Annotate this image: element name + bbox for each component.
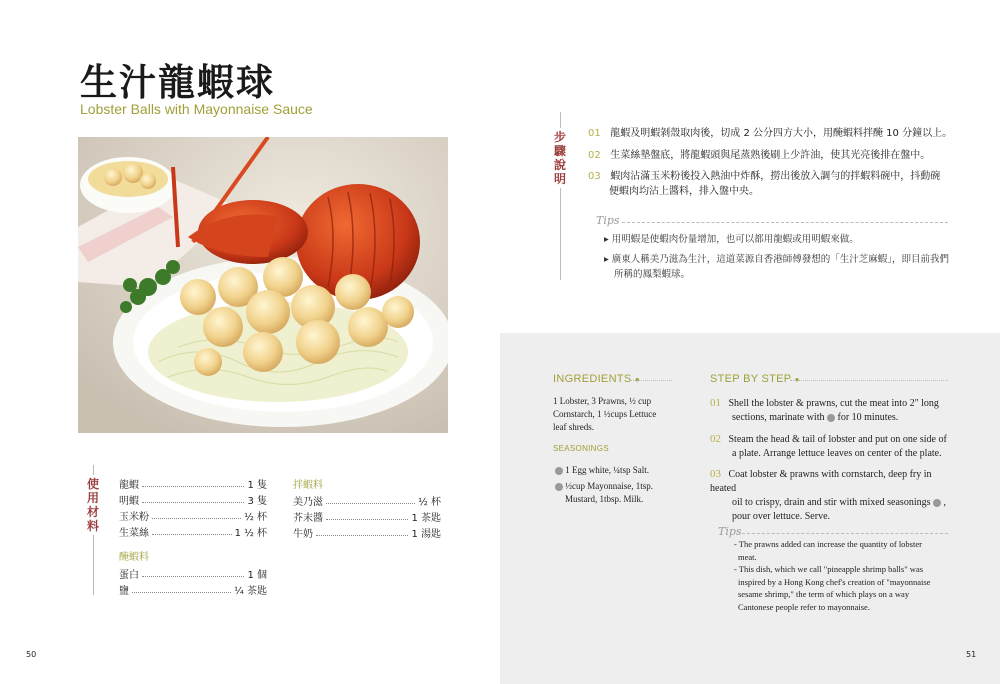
step-number: 01 [588,128,601,139]
ingredients-heading-line [630,380,672,381]
seasoning-2: ½cup Mayonnaise, 1tsp. [555,480,653,493]
tips-heading-zh: Tips [596,214,620,227]
page-subtitle: Lobster Balls with Mayonnaise Sauce [80,101,313,117]
ingredient-row: 蛋白 1 個 [119,569,267,581]
steps-heading-line [790,380,948,381]
page-number-right: 51 [966,650,977,659]
marinade-list-zh [119,565,267,597]
mix-heading-zh: 拌蝦料 [293,480,323,491]
seasoning-marker-icon [827,414,835,422]
seasoning-marker-icon [933,499,941,507]
tip-zh-2-cont: 所稱的鳳梨蝦球。 [614,269,691,280]
seasoning-2-cont: Mustard, 1tbsp. Milk. [565,494,644,504]
step-zh-3-cont: 便蝦肉均沾上醬料，排入盤中央。 [609,186,759,197]
seasoning-1-marker [555,467,563,475]
steps-heading-en: STEP BY STEP ● [710,373,800,385]
tips-en: - The prawns added can increase the quantity of lobster meat. - This dish, which we call "pineapple shrimp balls" was inspired by a Hong Kong chef's creation of "mayonnaise sesame shrimp," the term of which plays on a way Cantonese people refer to mayonnaise. [734,539,931,612]
ingredient-row: 龍蝦 1 隻 [119,479,267,491]
step-text: 龍蝦及明蝦剝殼取肉後，切成 2 公分四方大小，用醃蝦料拌醃 10 分鐘以上。 [610,128,953,139]
step-en-2: 02 Steam the head & tail of lobster and put on one side of a plate. Arrange lettuce leaves on center of the plate. [710,433,947,459]
tips-divider-zh [622,222,948,223]
step-en-3: 03 Coat lobster & prawns with cornstarch, deep fry in heated oil to crispy, drain and stir with mixed seasonings , pour over lettuce. Serve. [710,468,946,522]
ingredient-row: 生菜絲 1 ½ 杯 [119,527,267,539]
ingredient-row: 牛奶 1 湯匙 [293,528,441,540]
step-zh-2 [588,148,988,163]
tips-heading-en: Tips [718,525,742,538]
step-zh-3 [588,169,988,184]
ingredients-en: 1 Lobster, 3 Prawns, ½ cup Cornstarch, 1 ½cups Lettuce leaf shreds. [553,396,657,432]
ingredients-label-zh: 使用材料 [86,477,99,533]
seasoning-1: 1 Egg white, ¼tsp Salt. [555,464,649,477]
step-text: 生菜絲墊盤底，將龍蝦頭與尾蒸熟後刷上少許油，使其光亮後排在盤中。 [610,150,931,161]
step-zh-1 [588,126,988,141]
marinade-heading-zh: 醃蝦料 [119,552,149,563]
page-number-left: 50 [26,650,37,659]
mix-list-zh [293,492,441,540]
ingredient-row: 鹽 ¼ 茶匙 [119,585,267,597]
seasonings-heading: SEASONINGS [553,444,609,453]
tip-zh-1: ▸ 用明蝦是使蝦肉份量增加，也可以都用龍蝦或用明蝦來做。 [604,234,859,245]
page-title: 生汁龍蝦球 [80,60,275,104]
ingredient-row: 美乃滋 ½ 杯 [293,496,441,508]
step-text: 蝦肉沾滿玉米粉後投入熱油中炸酥，撈出後放入調勻的拌蝦料碗中，抖動碗 [610,171,941,182]
step-number: 03 [588,171,601,182]
tips-divider-en [742,533,948,534]
ingredients-list-zh [119,475,267,539]
ingredients-heading-en: INGREDIENTS ● [553,373,640,385]
lobster-dish-image [78,137,448,433]
tip-zh-2: ▸ 廣東人稱美乃滋為生汁，這道菜源自香港師傅發想的「生汁芝麻蝦」，即目前我們 [604,254,950,265]
step-en-1: 01 Shell the lobster & prawns, cut the meat into 2" long sections, marinate with for 10 minutes. [710,397,939,423]
ingredient-row: 明蝦 3 隻 [119,495,267,507]
step-number: 02 [588,150,601,161]
dish-photo [78,137,448,433]
ingredient-row: 玉米粉 ½ 杯 [119,511,267,523]
seasoning-2-marker [555,483,563,491]
steps-label-zh: 步驟說明 [553,130,566,186]
ingredient-row: 芥末醬 1 茶匙 [293,512,441,524]
